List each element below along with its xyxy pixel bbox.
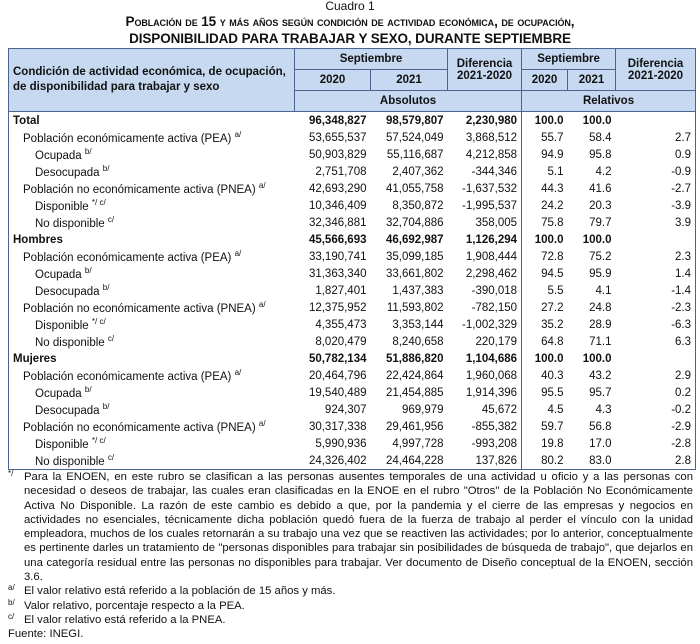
footnote-ref: a/ xyxy=(258,419,266,429)
row-label: Total xyxy=(9,112,295,130)
header-relativos: Relativos xyxy=(522,91,696,112)
rel-2020: 40.3 xyxy=(541,369,564,382)
value-2020: 1,827,401 xyxy=(315,284,367,297)
diff-rel: -6.3 xyxy=(616,316,696,333)
footnote-ref: */ c/ xyxy=(91,198,106,208)
value-2020: 96,348,827 xyxy=(308,114,367,127)
value-2021: 51,886,820 xyxy=(385,352,444,365)
row-label: Ocupada $^{b/}$ xyxy=(9,146,295,163)
rel-2021: 95.9 xyxy=(589,267,612,280)
value-2020: 4,355,473 xyxy=(315,318,367,331)
title-line-2: DISPONIBILIDAD PARA TRABAJAR Y SEXO, DURANTE SEPTIEMBRE xyxy=(129,31,571,46)
footnote-ref: c/ xyxy=(107,215,115,225)
table-row xyxy=(9,231,696,248)
value-2020: 50,903,829 xyxy=(308,148,367,161)
header-label: Condición de actividad económica, de ocupación, de disponibilidad para trabajar y sexo xyxy=(9,49,295,112)
rel-2020: 95.5 xyxy=(541,386,564,399)
rel-2021: 17.0 xyxy=(589,437,612,450)
footnote-mark: a/ xyxy=(8,583,15,593)
rel-2020: 55.7 xyxy=(541,131,564,144)
diff-abs: -993,208 xyxy=(448,435,522,452)
rel-2021: 95.7 xyxy=(589,386,612,399)
footnote-mark: c/ xyxy=(8,611,15,621)
row-label: Disponible $^{*/ c/}$ xyxy=(9,435,295,452)
table-row xyxy=(9,418,696,435)
footnote-ref: */ c/ xyxy=(91,436,106,446)
diff-abs: 1,960,068 xyxy=(448,367,522,384)
row-label: Población no económicamente activa (PNEA) $^{a/}$ xyxy=(9,180,295,197)
value-2021: 22,424,864 xyxy=(385,369,444,382)
rel-2021: 83.0 xyxy=(568,452,616,470)
table-row xyxy=(9,180,696,197)
diff-abs: -1,637,532 xyxy=(448,180,522,197)
value-2020: 31,363,340 xyxy=(308,267,367,280)
diff-abs: 1,104,686 xyxy=(448,350,522,367)
diff-abs: 1,908,444 xyxy=(448,248,522,265)
footnote-ref: a/ xyxy=(234,249,242,259)
rel-2020: 35.2 xyxy=(541,318,564,331)
table-row xyxy=(9,401,696,418)
value-2020: 10,346,409 xyxy=(308,199,367,212)
diff-rel: 3.9 xyxy=(616,214,696,231)
value-2020: 30,317,338 xyxy=(308,420,367,433)
rel-2021: 24.8 xyxy=(589,301,612,314)
diff-abs: 45,672 xyxy=(448,401,522,418)
value-2020: 924,307 xyxy=(324,403,367,416)
source: Fuente: INEGI. xyxy=(8,628,84,641)
value-2020: 12,375,952 xyxy=(308,301,367,314)
rel-2021: 95.8 xyxy=(589,148,612,161)
footnote-ref: */ c/ xyxy=(91,317,106,327)
value-2020: 32,346,881 xyxy=(308,216,367,229)
table-row xyxy=(9,197,696,214)
value-2020: 8,020,479 xyxy=(315,335,367,348)
rel-2020: 100.0 xyxy=(534,352,564,365)
value-2020: 53,655,537 xyxy=(308,131,367,144)
title-line-1: Población de 15 y más años según condición de actividad económica, de ocupación, xyxy=(125,14,575,29)
table-row xyxy=(9,129,696,146)
rel-2020: 24.2 xyxy=(541,199,564,212)
rel-2021: 56.8 xyxy=(589,420,612,433)
row-label: Ocupada $^{b/}$ xyxy=(9,265,295,282)
row-label: Mujeres xyxy=(9,350,295,367)
rel-2021: 4.3 xyxy=(595,403,612,416)
diff-abs: -344,346 xyxy=(448,163,522,180)
value-2021: 29,461,956 xyxy=(385,420,444,433)
diff-rel: 0.2 xyxy=(616,384,696,401)
value-2021: 98,579,807 xyxy=(385,114,444,127)
diff-rel: 2.8 xyxy=(616,452,696,470)
diff-rel: -2.3 xyxy=(616,299,696,316)
value-2020: 50,782,134 xyxy=(308,352,367,365)
value-2020: 24,326,402 xyxy=(295,452,371,470)
diff-abs: 1,914,396 xyxy=(448,384,522,401)
diff-rel: 0.9 xyxy=(616,146,696,163)
diff-abs: -782,150 xyxy=(448,299,522,316)
diff-abs: 2,230,980 xyxy=(448,112,522,130)
header-2020-abs: 2020 xyxy=(295,70,371,91)
row-label: Desocupada $^{b/}$ xyxy=(9,401,295,418)
table-row xyxy=(9,163,696,180)
footnote-ref: b/ xyxy=(102,402,110,412)
rel-2020: 5.5 xyxy=(547,284,564,297)
diff-rel: -2.8 xyxy=(616,435,696,452)
value-2021: 55,116,687 xyxy=(386,148,444,161)
footnote-ref: b/ xyxy=(102,164,110,174)
table-row xyxy=(9,214,696,231)
row-label: Disponible $^{*/ c/}$ xyxy=(9,197,295,214)
footnote-ref: a/ xyxy=(234,368,242,378)
diff-rel: -0.2 xyxy=(616,401,696,418)
value-2021: 1,437,383 xyxy=(392,284,444,297)
footnote xyxy=(8,613,693,627)
row-label: No disponible $^{c/}$ xyxy=(9,214,295,231)
diff-abs: -1,002,329 xyxy=(448,316,522,333)
diff-abs: -855,382 xyxy=(448,418,522,435)
footnote-text: Para la ENOEN, en este rubro se clasifican a las personas ausentes temporales de una actividad u oficio y a las personas con necesidad o deseos de trabajar, las cuales eran clasificadas en la ENOE en el rubro "Otros" de la Población No Económicamente Activa No Disponible. La razón de este cambio es debido a que, por la pandemia y el cierre de las empresas y negocios en actividades no esenciales, técnicamente dicha población quedó fuera de la fuerza de trabajo al perder el vínculo con la unidad empleadora, muchos de los cuales retornarán a su trabajo una vez que se reactiven las actividades; por lo anterior, conceptualmente es pertinente darles un tratamiento de "personas disponibles para trabajar sin posibilidades de búsqueda de trabajo", que dejarlos en una categoría residual entre las personas no disponibles para trabajar. Ver documento de Diseño conceptual de la ENOEN, sección 3.6. xyxy=(24,471,693,584)
diff-abs: -1,995,537 xyxy=(448,197,522,214)
footnote xyxy=(8,584,693,598)
rel-2020: 94.9 xyxy=(541,148,564,161)
footnote-ref: c/ xyxy=(107,453,115,463)
diff-abs: 358,005 xyxy=(448,214,522,231)
row-label: Hombres xyxy=(9,231,295,248)
value-2021: 24,464,228 xyxy=(371,452,448,470)
footnote-ref: a/ xyxy=(258,300,266,310)
diff-rel: -1.4 xyxy=(616,282,696,299)
data-table xyxy=(8,48,696,470)
footnote-ref: b/ xyxy=(84,147,92,157)
footnote-ref: b/ xyxy=(84,385,92,395)
row-label: Población no económicamente activa (PNEA) $^{a/}$ xyxy=(9,299,295,316)
rel-2020: 100.0 xyxy=(534,233,564,246)
value-2021: 57,524,049 xyxy=(385,131,444,144)
row-label: Desocupada $^{b/}$ xyxy=(9,282,295,299)
header-2021-rel: 2021 xyxy=(568,70,616,91)
value-2021: 4,997,728 xyxy=(392,437,444,450)
diff-rel: -2.9 xyxy=(616,418,696,435)
table-row xyxy=(9,146,696,163)
footnote xyxy=(8,470,693,584)
footnote-mark: b/ xyxy=(8,597,15,607)
diff-abs: 4,212,858 xyxy=(448,146,522,163)
row-label: Disponible $^{*/ c/}$ xyxy=(9,316,295,333)
table-row xyxy=(9,350,696,367)
value-2021: 2,407,362 xyxy=(392,165,444,178)
value-2020: 5,990,936 xyxy=(315,437,367,450)
rel-2021: 71.1 xyxy=(589,335,612,348)
rel-2020: 80.2 xyxy=(522,452,568,470)
table-row xyxy=(9,265,696,282)
footnote-ref: c/ xyxy=(107,334,115,344)
table-row xyxy=(9,299,696,316)
rel-2021: 58.4 xyxy=(589,131,612,144)
diff-rel xyxy=(616,112,696,130)
value-2021: 969,979 xyxy=(401,403,444,416)
diff-rel: 2.9 xyxy=(616,367,696,384)
table-row xyxy=(9,112,696,130)
header-2021-abs: 2021 xyxy=(371,70,448,91)
diff-abs: 137,826 xyxy=(448,452,522,470)
header-diferencia-rel: Diferencia 2021-2020 xyxy=(616,49,696,91)
table-row xyxy=(9,248,696,265)
rel-2020: 64.8 xyxy=(541,335,564,348)
table-title xyxy=(0,13,700,47)
header-2020-rel: 2020 xyxy=(522,70,568,91)
row-label: Población económicamente activa (PEA) $^{a/}$ xyxy=(9,248,295,265)
value-2020: 19,540,489 xyxy=(308,386,367,399)
rel-2020: 75.8 xyxy=(541,216,564,229)
row-label: No disponible $^{c/}$ xyxy=(9,452,295,470)
header-diferencia-abs: Diferencia 2021-2020 xyxy=(448,49,522,91)
table-row xyxy=(9,316,696,333)
rel-2020: 59.7 xyxy=(541,420,564,433)
table-row xyxy=(9,282,696,299)
rel-2020: 44.3 xyxy=(541,182,564,195)
footnote xyxy=(8,599,693,613)
diff-rel: -0.9 xyxy=(616,163,696,180)
table-row xyxy=(9,367,696,384)
value-2021: 32,704,886 xyxy=(385,216,444,229)
value-2021: 33,661,802 xyxy=(385,267,444,280)
rel-2021: 100.0 xyxy=(582,233,612,246)
diff-rel xyxy=(616,350,696,367)
value-2021: 46,692,987 xyxy=(385,233,444,246)
rel-2021: 41.6 xyxy=(589,182,612,195)
value-2020: 42,693,290 xyxy=(308,182,367,195)
header-septiembre-rel: Septiembre xyxy=(522,49,616,70)
table-caption: Cuadro 1 xyxy=(325,0,375,13)
value-2021: 41,055,758 xyxy=(385,182,444,195)
footnote-text: El valor relativo está referido a la población de 15 años y más. xyxy=(24,585,336,598)
rel-2021: 4.2 xyxy=(595,165,612,178)
rel-2021: 100.0 xyxy=(582,352,612,365)
value-2021: 21,454,885 xyxy=(385,386,444,399)
rel-2021: 28.9 xyxy=(589,318,612,331)
rel-2021: 79.7 xyxy=(589,216,612,229)
footnote-text: Valor relativo, porcentaje respecto a la PEA. xyxy=(24,599,245,612)
rel-2021: 20.3 xyxy=(589,199,612,212)
value-2021: 11,593,802 xyxy=(386,301,444,314)
footnote-ref: b/ xyxy=(102,283,110,293)
diff-abs: 2,298,462 xyxy=(448,265,522,282)
diff-rel: -3.9 xyxy=(616,197,696,214)
diff-rel: 2.7 xyxy=(616,129,696,146)
diff-rel: 6.3 xyxy=(616,333,696,350)
rel-2021: 75.2 xyxy=(589,250,612,263)
value-2021: 8,240,658 xyxy=(392,335,444,348)
diff-abs: 220,179 xyxy=(448,333,522,350)
diff-abs: -390,018 xyxy=(448,282,522,299)
row-label: Población económicamente activa (PEA) $^{a/}$ xyxy=(9,129,295,146)
diff-rel: -2.7 xyxy=(616,180,696,197)
rel-2020: 5.1 xyxy=(547,165,564,178)
row-label: Desocupada $^{b/}$ xyxy=(9,163,295,180)
rel-2021: 4.1 xyxy=(595,284,612,297)
row-label: Población económicamente activa (PEA) $^{a/}$ xyxy=(9,367,295,384)
footnote-text: El valor relativo está referido a la PNEA. xyxy=(24,613,226,626)
value-2020: 2,751,708 xyxy=(315,165,367,178)
diff-abs: 1,126,294 xyxy=(448,231,522,248)
value-2020: 20,464,796 xyxy=(308,369,367,382)
row-label: No disponible $^{c/}$ xyxy=(9,333,295,350)
row-label: Ocupada $^{b/}$ xyxy=(9,384,295,401)
rel-2020: 72.8 xyxy=(541,250,564,263)
table-row xyxy=(9,435,696,452)
rel-2020: 4.5 xyxy=(547,403,564,416)
value-2021: 35,099,185 xyxy=(385,250,444,263)
rel-2020: 100.0 xyxy=(534,114,564,127)
rel-2021: 43.2 xyxy=(589,369,612,382)
table-row xyxy=(9,452,696,470)
header-septiembre-abs: Septiembre xyxy=(295,49,448,70)
value-2021: 8,350,872 xyxy=(392,199,444,212)
rel-2020: 19.8 xyxy=(541,437,564,450)
value-2021: 3,353,144 xyxy=(392,318,444,331)
diff-abs: 3,868,512 xyxy=(448,129,522,146)
rel-2021: 100.0 xyxy=(582,114,612,127)
footnote-ref: a/ xyxy=(258,181,266,191)
diff-rel xyxy=(616,231,696,248)
header-absolutos: Absolutos xyxy=(295,91,522,112)
footnotes xyxy=(8,470,693,642)
footnote-ref: a/ xyxy=(234,130,242,140)
footnote-ref: b/ xyxy=(84,266,92,276)
diff-rel: 1.4 xyxy=(616,265,696,282)
diff-rel: 2.3 xyxy=(616,248,696,265)
rel-2020: 27.2 xyxy=(541,301,564,314)
value-2020: 33,190,741 xyxy=(308,250,367,263)
footnote-mark: */ xyxy=(8,469,14,478)
row-label: Población no económicamente activa (PNEA) $^{a/}$ xyxy=(9,418,295,435)
table-row xyxy=(9,384,696,401)
rel-2020: 94.5 xyxy=(541,267,564,280)
table-row xyxy=(9,333,696,350)
value-2020: 45,566,693 xyxy=(308,233,367,246)
